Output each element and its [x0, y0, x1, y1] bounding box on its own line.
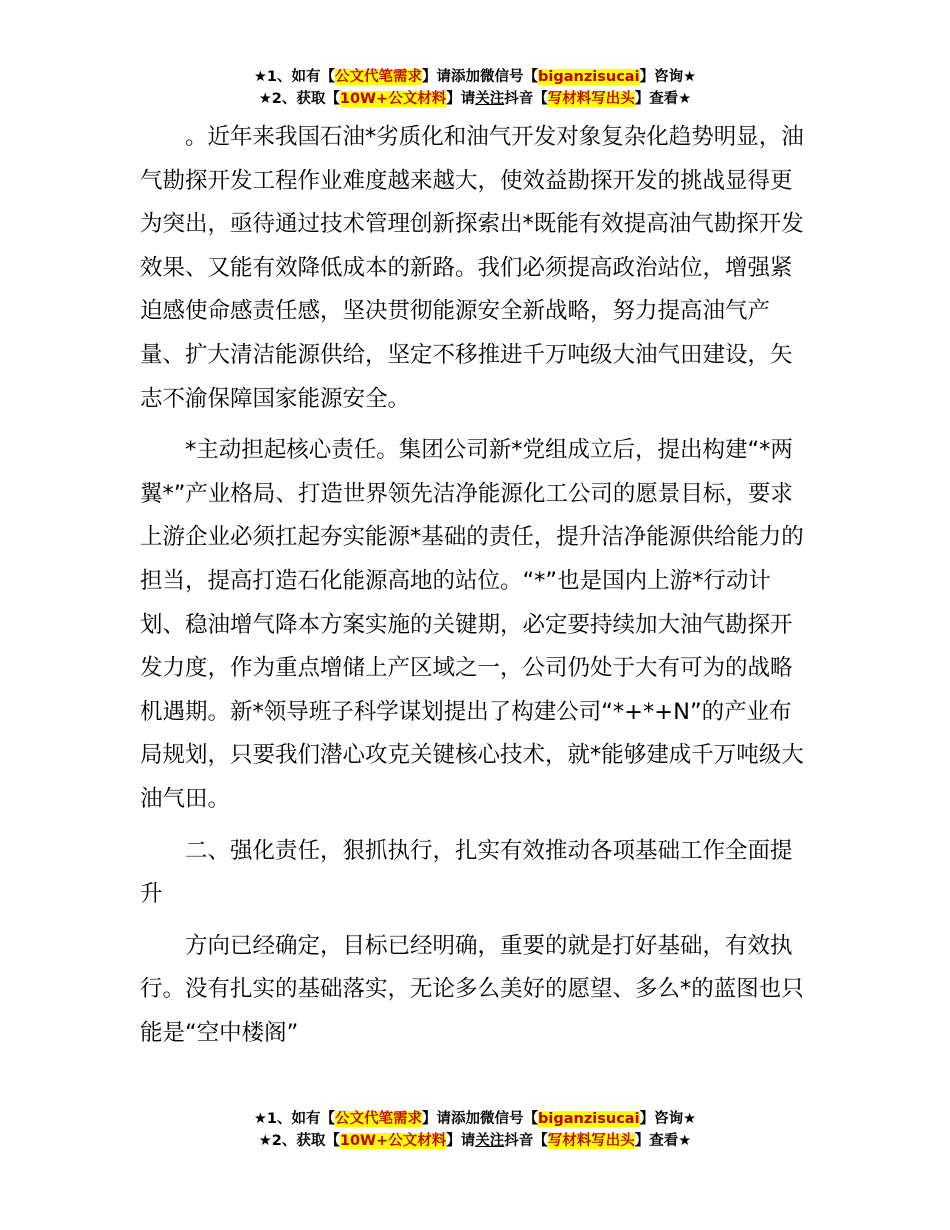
- banner-line-1: [0, 66, 950, 88]
- banner-highlight: 写材料写出头: [547, 91, 635, 107]
- banner-text: 】咨询★: [639, 69, 697, 85]
- banner-highlight: 写材料写出头: [547, 1133, 635, 1149]
- paragraph: *主动担起核心责任。集团公司新*党组成立后，提出构建“*两翼*”产业格局、打造世界领先洁净能源化工公司的愿景目标，要求上游企业必须扛起夯实能源*基础的责任，提升洁净能源供给能力的担当，提高打造石化能源高地的站位。“*”也是国内上游*行动计划、稳油增气降本方案实施的关键期，必定要持续加大油气勘探开发力度，作为重点增储上产区域之一，公司仍处于大有可为的战略机遇期。新*领导班子科学谋划提出了构建公司“*+*+N”的产业布局规划，只要我们潜心攻克关键核心技术，就*能够建成千万吨级大油气田。: [140, 437, 804, 812]
- banner-text: 】请添加微信号【: [422, 69, 539, 85]
- header-banner: [0, 66, 950, 110]
- banner-text: 】咨询★: [639, 1111, 697, 1127]
- banner-highlight: 10W+公文材料: [339, 91, 447, 107]
- banner-text: 】查看★: [634, 91, 692, 107]
- banner-highlight: biganzisucai: [538, 1111, 640, 1127]
- banner-underline: 关注: [475, 91, 505, 107]
- section-heading: 二、强化责任，狠抓执行，扎实有效推动各项基础工作全面提升: [140, 837, 793, 908]
- paragraph: 方向已经确定，目标已经明确，重要的就是打好基础，有效执行。没有扎实的基础落实，无论多么美好的愿望、多么*的蓝图也只能是“空中楼阁”: [140, 932, 804, 1046]
- banner-line-2: [0, 88, 950, 110]
- banner-text: 抖音【: [504, 91, 548, 107]
- banner-line-2: [0, 1130, 950, 1152]
- banner-highlight: 公文代笔需求: [335, 69, 423, 85]
- footer-banner: [0, 1108, 950, 1152]
- banner-text: 】请添加微信号【: [422, 1111, 539, 1127]
- banner-underline: 关注: [475, 1133, 505, 1149]
- banner-text: 】查看★: [634, 1133, 692, 1149]
- banner-highlight: 公文代笔需求: [335, 1111, 423, 1127]
- banner-text: 】请: [446, 1133, 476, 1149]
- paragraph: 。近年来我国石油*劣质化和油气开发对象复杂化趋势明显，油气勘探开发工程作业难度越来越大，使效益勘探开发的挑战显得更为突出，亟待通过技术管理创新探索出*既能有效提高油气勘探开发效果、又能有效降低成本的新路。我们必须提高政治站位，增强紧迫感使命感责任感，坚决贯彻能源安全新战略，努力提高油气产量、扩大清洁能源供给，坚定不移推进千万吨级大油气田建设，矢志不渝保障国家能源安全。: [140, 124, 804, 412]
- banner-text: ★2、获取【: [258, 1133, 340, 1149]
- banner-line-1: [0, 1108, 950, 1130]
- document-body: [140, 116, 812, 1063]
- banner-text: ★2、获取【: [258, 91, 340, 107]
- banner-highlight: 10W+公文材料: [339, 1133, 447, 1149]
- banner-text: 】请: [446, 91, 476, 107]
- banner-text: 抖音【: [504, 1133, 548, 1149]
- banner-text: ★1、如有【: [253, 1111, 336, 1127]
- banner-highlight: biganzisucai: [538, 69, 640, 85]
- banner-text: ★1、如有【: [253, 69, 336, 85]
